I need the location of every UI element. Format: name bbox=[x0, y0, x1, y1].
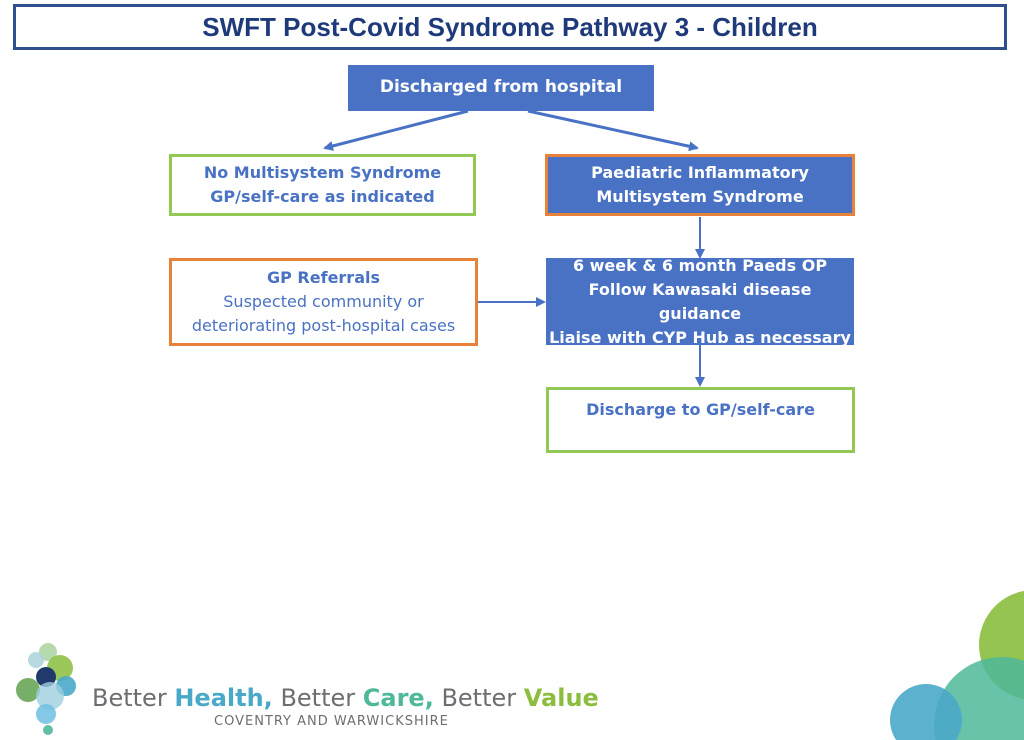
node-label-line2: Multisystem Syndrome bbox=[596, 187, 804, 206]
logo-subtitle: COVENTRY AND WARWICKSHIRE bbox=[214, 714, 449, 729]
logo-word: Better bbox=[280, 684, 356, 712]
arrow-discharged-to-pims bbox=[528, 111, 697, 148]
node-label-line1: Paediatric Inflammatory bbox=[591, 163, 809, 182]
node-paeds-op-followup bbox=[546, 255, 854, 347]
node-discharge-to-gp bbox=[546, 387, 855, 453]
node-label: Discharge to GP/self-care bbox=[586, 400, 815, 419]
logo-care: Care, bbox=[362, 684, 434, 712]
node-label-line1: GP Referrals bbox=[267, 268, 380, 287]
node-label-line3: Liaise with CYP Hub as necessary bbox=[549, 327, 851, 347]
node-label-line1: No Multisystem Syndrome bbox=[203, 163, 442, 182]
logo-tagline bbox=[92, 684, 599, 712]
node-label-line2: Follow Kawasaki disease guidance bbox=[588, 279, 812, 323]
arrow-discharged-to-no-msys bbox=[325, 111, 468, 148]
logo-value: Value bbox=[523, 684, 599, 712]
node-label-line3: deteriorating post-hospital cases bbox=[191, 316, 456, 335]
logo-circles-icon bbox=[10, 640, 90, 740]
node-paediatric-inflammatory-syndrome bbox=[545, 154, 855, 216]
node-label-line1: 6 week & 6 month Paeds OP bbox=[572, 255, 828, 275]
logo-word: Better bbox=[441, 684, 517, 712]
node-no-multisystem-syndrome bbox=[169, 154, 476, 216]
logo-word: Better bbox=[92, 684, 167, 712]
node-gp-referrals bbox=[169, 258, 478, 346]
node-label-line2: GP/self-care as indicated bbox=[210, 187, 435, 206]
node-discharged-from-hospital bbox=[348, 65, 654, 111]
node-label: Discharged from hospital bbox=[379, 77, 623, 98]
node-label-line2: Suspected community or bbox=[223, 292, 424, 311]
logo-health: Health, bbox=[174, 684, 273, 712]
page-title: SWFT Post-Covid Syndrome Pathway 3 - Children bbox=[13, 4, 1007, 50]
decorative-circles-icon bbox=[884, 590, 1024, 740]
